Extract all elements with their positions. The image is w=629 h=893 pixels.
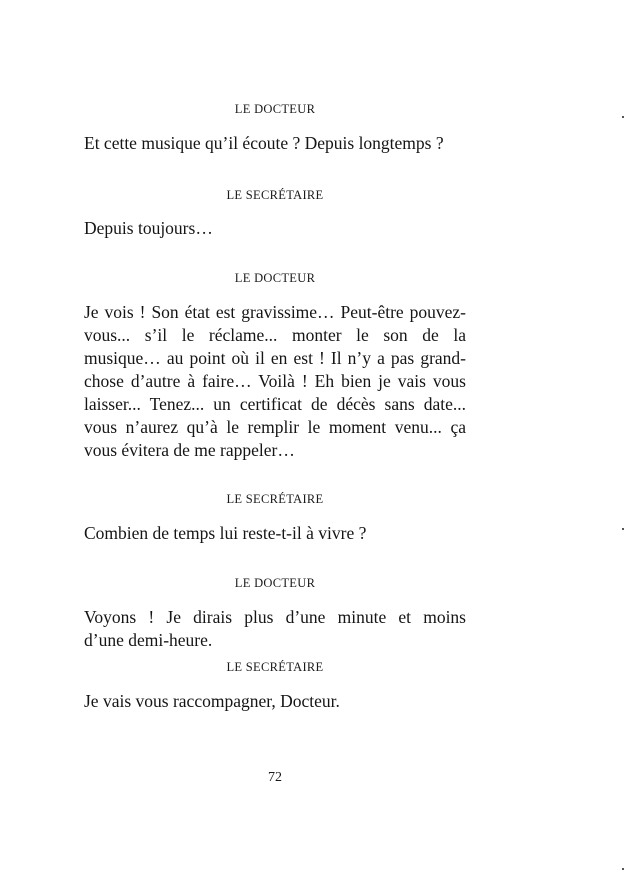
scan-artifact (622, 528, 624, 530)
scan-artifact (622, 116, 624, 118)
speech-line: vous... s’il le réclame... monter le son de la (84, 325, 466, 345)
speaker-name: LE SECRÉTAIRE (226, 188, 324, 202)
speech-line: musique… au point où il en est ! Il n’y a pas grand- (84, 348, 466, 368)
speech-line: vous n’aurez qu’à le remplir le moment venu... ça (84, 417, 466, 437)
scan-artifact (622, 868, 624, 870)
speaker-name: LE SECRÉTAIRE (226, 660, 324, 674)
speaker-name: LE DOCTEUR (234, 576, 316, 590)
speech-line: Je vais vous raccompagner, Docteur. (84, 691, 340, 711)
speaker-name: LE SECRÉTAIRE (226, 492, 324, 506)
speech-line: Combien de temps lui reste-t-il à vivre ? (84, 523, 367, 543)
speech-line: Je vois ! Son état est gravissime… Peut-être pouvez- (84, 302, 466, 322)
speech-line: laisser... Tenez... un certificat de décès sans date... (84, 394, 466, 414)
speech-line: chose d’autre à faire… Voilà ! Eh bien je vais vous (84, 371, 466, 391)
speaker-name: LE DOCTEUR (234, 102, 316, 116)
speech-line: Voyons ! Je dirais plus d’une minute et moins (84, 607, 466, 627)
speech-line: Depuis toujours… (84, 218, 213, 238)
speech-line: d’une demi-heure. (84, 630, 213, 650)
speaker-name: LE DOCTEUR (234, 271, 316, 285)
speech-line: vous évitera de me rappeler… (84, 440, 295, 460)
page-number: 72 (268, 770, 282, 785)
speech-line: Et cette musique qu’il écoute ? Depuis longtemps ? (84, 133, 444, 153)
